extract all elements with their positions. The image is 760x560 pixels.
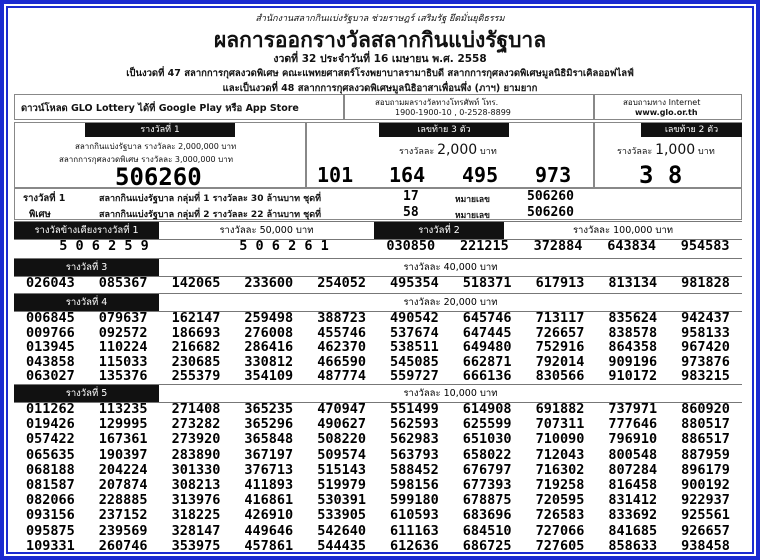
prize-number: 538511 — [389, 339, 439, 356]
near-first-number-1: 5 0 6 2 5 9 — [59, 238, 149, 254]
prize-number: 328147 — [171, 522, 221, 539]
prize-number: 649480 — [462, 339, 512, 356]
internet-box — [594, 94, 742, 120]
internet-title: สอบถามทาง Internet — [623, 98, 701, 107]
prize-number: 416861 — [244, 492, 294, 509]
prize-number: 686725 — [462, 537, 512, 554]
prize-number: 239569 — [98, 522, 148, 539]
prize-number: 691882 — [535, 401, 585, 417]
prize-number: 487774 — [317, 368, 366, 385]
prize-number: 162147 — [171, 310, 221, 326]
prize-number: 013945 — [26, 339, 75, 356]
prize-number: 830566 — [535, 368, 585, 385]
second-number-2: 221215 — [460, 238, 509, 254]
last2-number: 3 8 — [639, 161, 683, 189]
prize-number: 727605 — [535, 537, 585, 554]
second-number-5: 954583 — [680, 238, 730, 254]
prize-number: 831412 — [608, 492, 658, 509]
prize-number: 286416 — [244, 339, 294, 356]
prize-number: 800548 — [608, 446, 658, 463]
prize-number: 068188 — [26, 461, 75, 478]
website-text: www.glo.or.th — [635, 108, 698, 117]
prize-number: 207874 — [98, 477, 148, 493]
prize-number: 530391 — [317, 492, 366, 509]
prize-number: 533905 — [317, 507, 366, 524]
fifth-prize: รางวัลละ 10,000 บาท — [403, 388, 498, 399]
prize-number: 922937 — [681, 492, 730, 509]
prize-number: 318225 — [171, 507, 221, 524]
prize-number: 612636 — [389, 537, 439, 554]
prize-number: 216682 — [171, 339, 221, 356]
prize-number: 490627 — [317, 416, 366, 433]
prize-number: 666136 — [462, 368, 512, 385]
prize-number: 559727 — [389, 368, 439, 385]
prize-number: 079637 — [98, 310, 148, 326]
last2-prize-prefix: รางวัลละ — [617, 147, 653, 157]
special-row1-number: 506260 — [527, 189, 574, 204]
prize-number: 135376 — [98, 368, 148, 385]
first-prize-detail-1: สลากกินแบ่งรัฐบาล รางวัลละ 2,000,000 บาท — [75, 142, 237, 151]
prize-number: 887959 — [681, 446, 730, 463]
prize-number: 713117 — [535, 310, 585, 326]
prize-number: 009766 — [26, 324, 75, 341]
prize-number: 598156 — [389, 477, 439, 493]
prize-number: 509574 — [317, 446, 366, 463]
prize-number: 807284 — [608, 461, 658, 478]
prize-number: 835624 — [608, 310, 658, 326]
prize-number: 645746 — [462, 310, 512, 326]
prize-number: 909196 — [608, 353, 658, 370]
prize-number: 563793 — [389, 446, 439, 463]
prize-number: 113235 — [98, 401, 148, 417]
prize-number: 301330 — [171, 461, 221, 478]
office-motto: สำนักงานสลากกินแบ่งรัฐบาล ช่วยราษฎร์ เสริมรัฐ ยึดมั่นยุติธรรม — [255, 14, 505, 24]
last2-prize — [617, 142, 715, 158]
prize-number: 958133 — [681, 324, 730, 341]
prize-number: 562983 — [389, 431, 439, 448]
prize-number: 841685 — [608, 522, 658, 539]
first-prize-box — [14, 122, 306, 191]
prize-number: 228885 — [98, 492, 148, 509]
prize-number: 707311 — [535, 416, 585, 433]
special-row1-set: 17 — [403, 189, 419, 204]
prize-number: 544435 — [317, 537, 366, 554]
prize-number: 411893 — [244, 477, 294, 493]
prize-number: 115033 — [98, 353, 148, 370]
prize-row — [14, 368, 742, 385]
prize-number: 011262 — [26, 401, 75, 417]
prize-number: 588452 — [389, 461, 439, 478]
last2-label: เลขท้าย 2 ตัว — [641, 123, 742, 137]
prize-number: 109331 — [26, 537, 75, 554]
charity-line-1: เป็นงวดที่ 47 สลากการกุศลงวดพิเศษ คณะแพทยศาสตร์โรงพยาบาลรามาธิบดี สลากการกุศลงวดพิเศษมูลนิธิมิราเคิลออฟไลฟ์ — [126, 68, 634, 79]
prize-number: 470947 — [317, 401, 366, 417]
prize-number: 082066 — [26, 492, 75, 509]
second-number-1: 030850 — [386, 238, 436, 254]
download-box — [14, 94, 344, 120]
prize-number: 710090 — [535, 431, 585, 448]
prize-number: 462370 — [317, 339, 366, 356]
prize-number: 676797 — [462, 461, 512, 478]
near-first-prize: รางวัลละ 50,000 บาท — [219, 225, 314, 236]
prize-number: 204224 — [98, 461, 148, 478]
near-second-numbers — [14, 238, 742, 255]
prize-number: 886517 — [681, 431, 730, 448]
prize-number: 449646 — [244, 522, 294, 539]
prize-number: 833692 — [608, 507, 658, 524]
third-number: 142065 — [171, 275, 221, 291]
prize-number: 186693 — [171, 324, 221, 341]
prize-number: 720595 — [535, 492, 585, 509]
prize-number: 737971 — [608, 401, 658, 417]
third-label: รางวัลที่ 3 — [14, 259, 159, 276]
prize-number: 625599 — [462, 416, 512, 433]
last2-box — [594, 122, 742, 188]
fourth-prize: รางวัลละ 20,000 บาท — [403, 297, 498, 308]
third-number: 254052 — [317, 275, 366, 291]
prize-number: 093156 — [26, 507, 75, 524]
second-label: รางวัลที่ 2 — [374, 222, 504, 239]
special-label-1: รางวัลที่ 1 — [23, 193, 66, 204]
third-prize: รางวัลละ 40,000 บาท — [403, 262, 498, 273]
prize-number: 678875 — [462, 492, 512, 509]
prize-number: 271408 — [171, 401, 221, 417]
front3-label: เลขท้าย 3 ตัว — [379, 123, 509, 137]
prize-number: 354109 — [244, 368, 294, 385]
prize-number: 896179 — [681, 461, 730, 478]
phone-numbers: 1900-1900-10 , 0-2528-8899 — [395, 108, 511, 117]
third-number: 813134 — [608, 275, 658, 291]
front3-number-2: 164 — [389, 163, 426, 187]
prize-number: 519979 — [317, 477, 366, 493]
prize-number: 190397 — [98, 446, 148, 463]
special-row2-number: 506260 — [527, 205, 574, 220]
third-number: 085367 — [98, 275, 148, 291]
special-row1-num-label: หมายเลข — [455, 195, 490, 205]
prize-number: 092572 — [98, 324, 148, 341]
prize-number: 063027 — [26, 368, 75, 385]
prize-number: 726583 — [535, 507, 585, 524]
prize-number: 065635 — [26, 446, 75, 463]
prize-number: 260746 — [98, 537, 148, 554]
download-text: ดาวน์โหลด GLO Lottery ได้ที่ Google Play หรือ App Store — [21, 103, 299, 114]
prize-number: 551499 — [389, 401, 439, 417]
prize-number: 237152 — [98, 507, 148, 524]
prize-number: 719258 — [535, 477, 585, 493]
prize-number: 858633 — [608, 537, 658, 554]
prize-number: 967420 — [681, 339, 730, 356]
second-prize: รางวัลละ 100,000 บาท — [572, 225, 674, 236]
last2-prize-suffix: บาท — [698, 147, 715, 157]
phone-title: สอบถามผลรางวัลทางโทรศัพท์ โทร. — [375, 98, 499, 107]
prize-number: 651030 — [462, 431, 512, 448]
special-row2-text: สลากกินแบ่งรัฐบาล กลุ่มที่ 2 รางวัลละ 22 ล้านบาท ชุดที่ — [99, 210, 322, 220]
prize-number: 365296 — [244, 416, 294, 433]
third-number: 495354 — [389, 275, 439, 291]
prize-number: 353975 — [171, 537, 221, 554]
front3-prize-suffix: บาท — [480, 147, 497, 157]
prize-number: 684510 — [462, 522, 512, 539]
prize-number: 983215 — [681, 368, 730, 385]
prize-number: 283890 — [171, 446, 221, 463]
prize-number: 490542 — [389, 310, 439, 326]
prize-number: 313976 — [171, 492, 221, 509]
near-first-label: รางวัลข้างเคียงรางวัลที่ 1 — [14, 222, 159, 239]
third-number: 981828 — [681, 275, 730, 291]
prize-number: 095875 — [26, 522, 75, 539]
prize-number: 662871 — [462, 353, 512, 370]
second-number-4: 643834 — [607, 238, 656, 254]
prize-number: 716302 — [535, 461, 585, 478]
prize-number: 860920 — [681, 401, 730, 417]
prize-number: 727066 — [535, 522, 585, 539]
prize-number: 457861 — [244, 537, 294, 554]
prize-number: 900192 — [681, 477, 730, 493]
prize-number: 611163 — [389, 522, 439, 539]
prize-number: 308213 — [171, 477, 221, 493]
prize-number: 273282 — [171, 416, 221, 433]
prize-number: 426910 — [244, 507, 294, 524]
prize-number: 376713 — [244, 461, 294, 478]
first-prize-detail-2: สลากการกุศลงวดพิเศษ รางวัลละ 3,000,000 บาท — [59, 155, 234, 164]
prize-number: 542640 — [317, 522, 366, 539]
prize-number: 614908 — [462, 401, 512, 417]
third-number: 233600 — [244, 275, 294, 291]
second-number-3: 372884 — [533, 238, 583, 254]
prize-number: 110224 — [98, 339, 148, 356]
prize-number: 864358 — [608, 339, 658, 356]
prize-number: 259498 — [244, 310, 294, 326]
prize-number: 677393 — [462, 477, 512, 493]
special-row2-num-label: หมายเลข — [455, 211, 490, 221]
prize-number: 599180 — [389, 492, 439, 509]
prize-number: 777646 — [608, 416, 658, 433]
front3-prize — [399, 142, 497, 158]
prize-number: 942437 — [681, 310, 730, 326]
prize-number: 537674 — [389, 324, 439, 341]
prize-number: 752916 — [535, 339, 585, 356]
prize-number: 726657 — [535, 324, 585, 341]
front3-box — [306, 122, 594, 188]
prize-number: 796910 — [608, 431, 658, 448]
prize-number: 562593 — [389, 416, 439, 433]
third-number: 617913 — [535, 275, 585, 291]
front3-number-3: 495 — [462, 163, 499, 187]
prize-number: 330812 — [244, 353, 294, 370]
page-title: ผลการออกรางวัลสลากกินแบ่งรัฐบาล — [213, 28, 547, 52]
third-numbers — [14, 275, 742, 292]
prize-number: 880517 — [681, 416, 730, 433]
fourth-label: รางวัลที่ 4 — [14, 294, 159, 311]
special-box — [14, 188, 742, 220]
prize-number: 057422 — [26, 431, 75, 448]
front3-number-1: 101 — [317, 163, 354, 187]
prize-number: 255379 — [171, 368, 221, 385]
prize-number: 167361 — [98, 431, 148, 448]
draw-date: งวดที่ 32 ประจำวันที่ 16 เมษายน พ.ศ. 2558 — [273, 53, 487, 65]
prize-number: 365235 — [244, 401, 294, 417]
third-number: 518371 — [462, 275, 512, 291]
third-number: 026043 — [26, 275, 75, 291]
prize-number: 043858 — [26, 353, 75, 370]
prize-number: 973876 — [681, 353, 730, 370]
prize-number: 938458 — [681, 537, 730, 554]
prize-number: 925561 — [681, 507, 730, 524]
prize-number: 647445 — [462, 324, 512, 341]
prize-number: 388723 — [317, 310, 366, 326]
near-first-number-2: 5 0 6 2 6 1 — [239, 238, 329, 254]
prize-number: 838578 — [608, 324, 658, 341]
prize-number: 455746 — [317, 324, 366, 341]
special-row2-set: 58 — [403, 205, 419, 220]
special-row1-text: สลากกินแบ่งรัฐบาล กลุ่มที่ 1 รางวัลละ 30 ล้านบาท ชุดที่ — [99, 194, 322, 204]
prize-number: 466590 — [317, 353, 366, 370]
prize-number: 367197 — [244, 446, 294, 463]
prize-number: 610593 — [389, 507, 439, 524]
prize-number: 230685 — [171, 353, 221, 370]
prize-number: 658022 — [462, 446, 512, 463]
prize-number: 019426 — [26, 416, 75, 433]
prize-number: 273920 — [171, 431, 221, 448]
prize-number: 816458 — [608, 477, 658, 493]
front3-prize-amount: 2,000 — [437, 142, 478, 158]
prize-row — [14, 538, 742, 555]
prize-number: 081587 — [26, 477, 75, 493]
prize-number: 515143 — [317, 461, 366, 478]
charity-line-2: และเป็นงวดที่ 48 สลากการกุศลงวดพิเศษมูลนิธิอาสาเพื่อนพึ่ง (ภาฯ) ยามยาก — [222, 83, 538, 94]
prize-number: 792014 — [535, 353, 585, 370]
special-label-2: พิเศษ — [29, 209, 51, 220]
first-prize-label: รางวัลที่ 1 — [85, 123, 235, 137]
phone-box — [344, 94, 594, 120]
prize-number: 276008 — [244, 324, 294, 341]
front3-prize-prefix: รางวัลละ — [399, 147, 435, 157]
prize-number: 910172 — [608, 368, 658, 385]
prize-number: 129995 — [98, 416, 148, 433]
prize-number: 712043 — [535, 446, 585, 463]
first-prize-number: 506260 — [115, 163, 202, 191]
last2-prize-amount: 1,000 — [655, 142, 696, 158]
fifth-label: รางวัลที่ 5 — [14, 385, 159, 402]
prize-number: 006845 — [26, 310, 75, 326]
prize-number: 683696 — [462, 507, 512, 524]
prize-number: 365848 — [244, 431, 294, 448]
prize-number: 926657 — [681, 522, 730, 539]
prize-number: 545085 — [389, 353, 439, 370]
prize-number: 508220 — [317, 431, 366, 448]
front3-number-4: 973 — [535, 163, 572, 187]
